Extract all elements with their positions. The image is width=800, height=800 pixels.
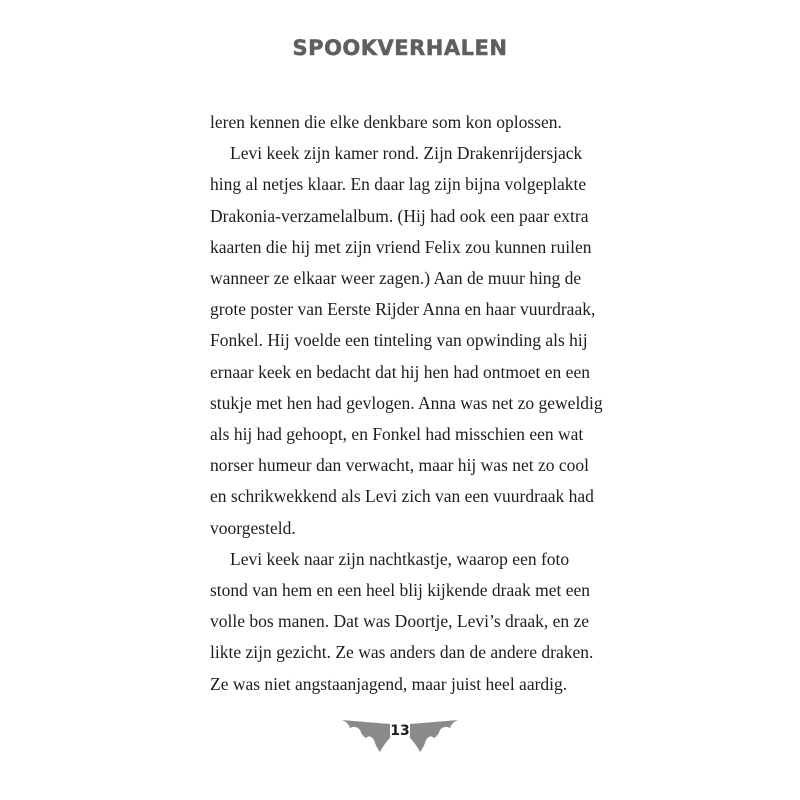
text-line: kaarten die hij met zijn vriend Felix zou kunnen ruilen [210, 236, 592, 257]
text-line: volle bos manen. Dat was Doortje, Levi’s draak, en ze [210, 611, 590, 632]
text-line: Levi keek zijn kamer rond. Zijn Drakenrijdersjack [230, 143, 583, 164]
text-line: stond van hem en een heel blij kijkende draak met een [210, 580, 591, 601]
text-line: wanneer ze elkaar weer zagen.) Aan de muur hing de [210, 268, 582, 289]
text-line: likte zijn gezicht. Ze was anders dan de andere draken. [210, 642, 594, 663]
text-line: Ze was niet angstaanjagend, maar juist heel aardig. [210, 673, 568, 694]
page-number: 13 [390, 723, 410, 739]
text-line: voorgesteld. [210, 517, 296, 538]
text-line: hing al netjes klaar. En daar lag zijn bijna volgeplakte [210, 174, 587, 195]
text-line: norser humeur dan verwacht, maar hij was net zo cool [210, 455, 590, 476]
text-line: leren kennen die elke denkbare som kon oplossen. [210, 112, 562, 132]
page-folio [340, 710, 460, 766]
text-line: Levi keek naar zijn nachtkastje, waarop een foto [230, 548, 570, 569]
text-line: ernaar keek en bedacht dat hij hen had ontmoet en een [210, 361, 590, 382]
running-header: SPOOKVERHALEN [292, 36, 508, 60]
body-text [210, 107, 610, 700]
text-line: Drakonia-verzamelalbum. (Hij had ook een paar extra [210, 205, 589, 226]
text-line: als hij had gehoopt, en Fonkel had misschien een wat [210, 424, 584, 445]
text-line: Fonkel. Hij voelde een tinteling van opwinding als hij [210, 330, 588, 351]
text-line: en schrikwekkend als Levi zich van een vuurdraak had [210, 486, 594, 507]
text-line: stukje met hen had gevlogen. Anna was net zo geweldig [210, 392, 603, 413]
text-line: grote poster van Eerste Rijder Anna en haar vuurdraak, [210, 299, 596, 320]
